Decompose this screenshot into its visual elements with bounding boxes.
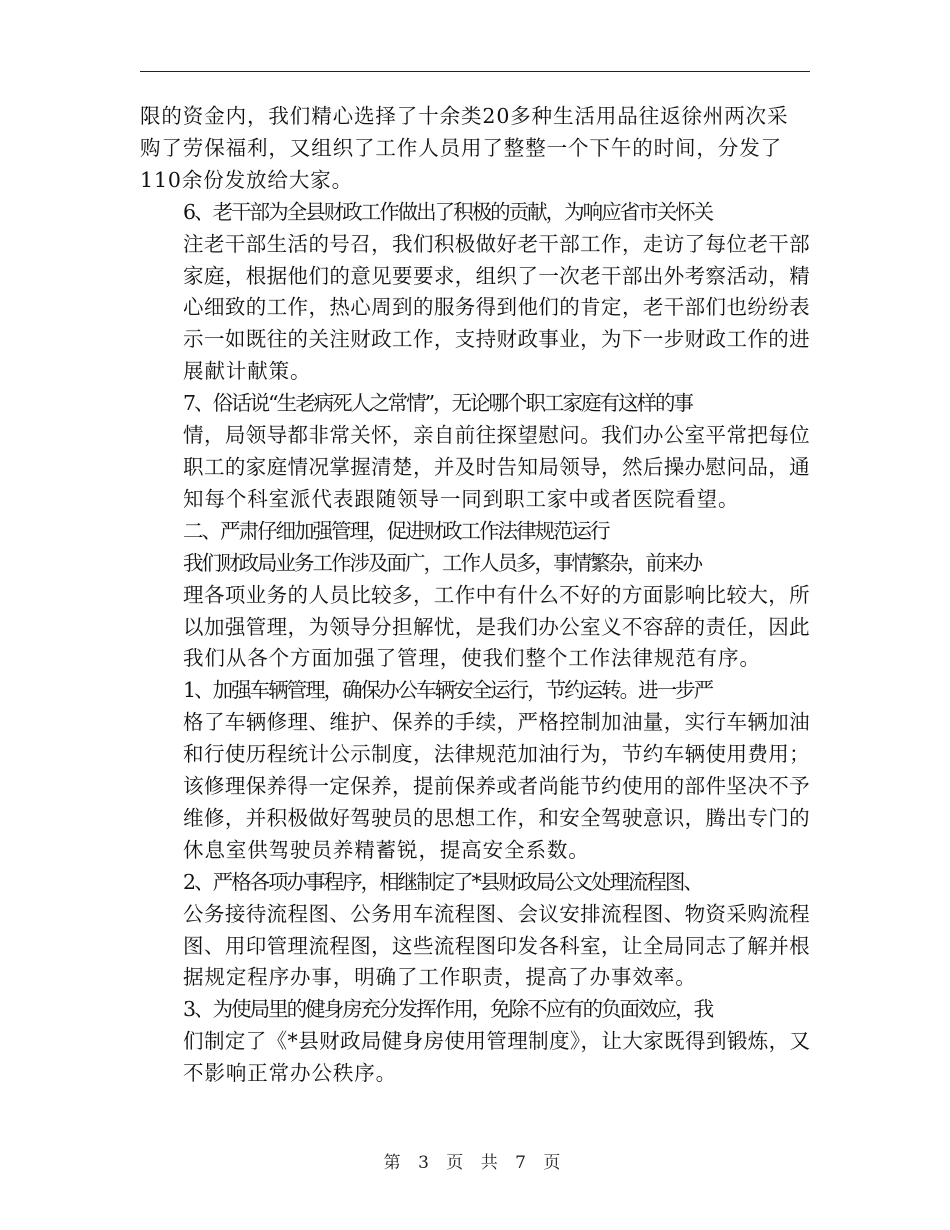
text-line: 110余份发放给大家。	[140, 167, 354, 192]
text-line: 图、用印管理流程图，这些流程图印发各科室，让全局同志了解并根	[183, 933, 811, 958]
text-line: 心细致的工作，热心周到的服务得到他们的肯定，老干部们也纷纷表	[183, 295, 811, 320]
text-line: 情，局领导都非常关怀，亲自前往探望慰问。我们办公室平常把每位	[183, 423, 811, 448]
text-line: 知每个科室派代表跟随领导一同到职工家中或者医院看望。	[183, 486, 740, 511]
paragraph	[140, 101, 810, 197]
text-line: 以加强管理，为领导分担解忧，是我们办公室义不容辞的责任，因此	[183, 614, 811, 639]
text-line: 3、为使局里的健身房充分发挥作用，免除不应有的负面效应，我	[183, 997, 713, 1022]
text-line: 购了劳保福利，又组织了工作人员用了整整一个下午的时间，分发了	[140, 135, 782, 160]
text-line: 职工的家庭情况掌握清楚，并及时告知局领导，然后操办慰问品，通	[183, 454, 811, 479]
text-line: 注老干部生活的号召，我们积极做好老干部工作，走访了每位老干部	[183, 231, 811, 256]
text-line: 1、加强车辆管理，确保办公车辆安全运行，节约运转。进一步严	[183, 678, 713, 703]
text-line: 休息室供驾驶员养精蓄锐，提高安全系数。	[183, 837, 590, 862]
text-line: 不影响正常办公秩序。	[183, 1061, 398, 1086]
paragraph	[140, 516, 810, 548]
text-line: 维修，并积极做好驾驶员的思想工作，和安全驾驶意识，腾出专门的	[183, 805, 811, 830]
text-line: 公务接待流程图、公务用车流程图、会议安排流程图、物资采购流程	[183, 901, 811, 926]
text-line: 我们从各个方面加强了管理，使我们整个工作法律规范有序。	[183, 646, 761, 671]
page-footer: 第 3 页 共 7 页	[383, 1153, 567, 1173]
text-line: 6、老干部为全县财政工作做出了积极的贡献，为响应省市关怀关	[183, 199, 713, 224]
text-line: 据规定程序办事，明确了工作职责，提高了办事效率。	[183, 965, 697, 990]
paragraph	[140, 388, 810, 516]
text-line: 家庭，根据他们的意见要要求，组织了一次老干部出外考察活动，精	[183, 263, 811, 288]
text-line: 我们财政局业务工作涉及面广，工作人员多，事情繁杂，前来办	[183, 550, 702, 575]
text-line: 示一如既往的关注财政工作，支持财政事业，为下一步财政工作的进	[183, 327, 811, 352]
text-line: 理各项业务的人员比较多，工作中有什么不好的方面影响比较大，所	[183, 582, 811, 607]
paragraph	[140, 548, 810, 676]
text-line: 和行使历程统计公示制度，法律规范加油行为，节约车辆使用费用；	[183, 742, 811, 767]
text-line: 格了车辆修理、维护、保养的手续，严格控制加油量，实行车辆加油	[183, 710, 811, 735]
text-line: 限的资金内，我们精心选择了十余类20多种生活用品往返徐州两次采	[140, 104, 789, 128]
text-line: 该修理保养得一定保养，提前保养或者尚能节约使用的部件坚决不予	[183, 774, 811, 799]
text-line: 们制定了《*县财政局健身房使用管理制度》，让大家既得到锻炼，又	[183, 1029, 811, 1054]
header-rule	[140, 71, 810, 72]
paragraph	[140, 675, 810, 866]
paragraph	[140, 994, 810, 1090]
text-line: 2、严格各项办事程序，相继制定了*县财政局公文处理流程图、	[183, 869, 702, 894]
text-line: 二、严肃仔细加强管理，促进财政工作法律规范运行	[183, 518, 609, 543]
document-body	[140, 101, 810, 1090]
paragraph	[140, 867, 810, 995]
paragraph	[140, 197, 810, 388]
text-line: 7、俗话说“生老病死人之常情”，无论哪个职工家庭有这样的事	[183, 391, 693, 416]
text-line: 展献计献策。	[183, 359, 312, 384]
